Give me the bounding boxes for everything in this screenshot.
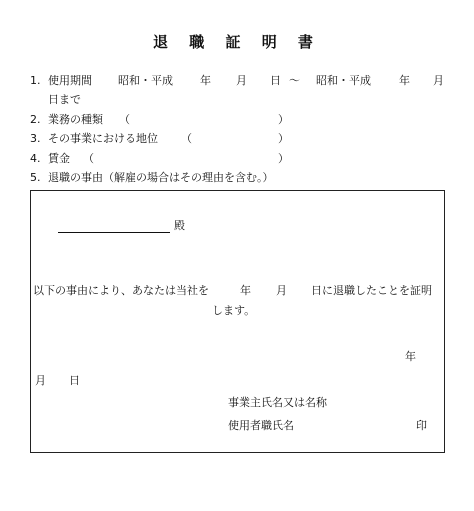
retire-month-unit: 月 bbox=[276, 284, 287, 297]
certificate-box bbox=[30, 190, 445, 453]
certificate-body-lead: 以下の事由により、あなたは当社を bbox=[33, 284, 209, 297]
issue-month-unit: 月 bbox=[35, 374, 46, 387]
item-number: 2. bbox=[30, 113, 41, 126]
close-paren: ） bbox=[278, 152, 289, 165]
end-day-continuation: 日まで bbox=[48, 93, 81, 106]
start-day-unit: 日 bbox=[270, 74, 281, 87]
document-title: 退 職 証 明 書 bbox=[153, 33, 321, 51]
open-paren: （ bbox=[119, 113, 130, 126]
item-label: 退職の事由（解雇の場合はその理由を含む。） bbox=[48, 171, 274, 184]
recipient-name-line bbox=[58, 232, 170, 233]
start-month-unit: 月 bbox=[236, 74, 247, 87]
honorific: 殿 bbox=[174, 219, 185, 232]
close-paren: ） bbox=[278, 113, 289, 126]
item-number: 4. bbox=[30, 152, 41, 165]
open-paren: （ bbox=[181, 132, 192, 145]
item-label: 業務の種類 bbox=[48, 113, 103, 126]
open-paren: （ bbox=[83, 152, 94, 165]
close-paren: ） bbox=[278, 132, 289, 145]
item-label: その事業における地位 bbox=[48, 132, 158, 145]
issue-day-unit: 日 bbox=[69, 374, 80, 387]
item-number: 3. bbox=[30, 132, 41, 145]
item-number: 5. bbox=[30, 171, 41, 184]
item-number: 1. bbox=[30, 74, 41, 87]
retire-year-unit: 年 bbox=[240, 284, 251, 297]
employer-name-label: 事業主氏名又は名称 bbox=[228, 396, 327, 409]
certificate-body-tail: 日に退職したことを証明 bbox=[311, 284, 432, 297]
end-year-unit: 年 bbox=[399, 74, 410, 87]
start-year-unit: 年 bbox=[200, 74, 211, 87]
item-label: 賃金 bbox=[48, 152, 70, 165]
seal-mark: 印 bbox=[416, 419, 427, 432]
end-month-unit: 月 bbox=[433, 74, 444, 87]
employer-representative-label: 使用者職氏名 bbox=[228, 419, 294, 432]
item-label: 使用期間 bbox=[48, 74, 92, 87]
range-tilde: ～ bbox=[289, 74, 300, 87]
era-start: 昭和・平成 bbox=[118, 74, 173, 87]
era-end: 昭和・平成 bbox=[316, 74, 371, 87]
certificate-body-end: します。 bbox=[212, 304, 256, 317]
issue-year-unit: 年 bbox=[405, 350, 416, 363]
